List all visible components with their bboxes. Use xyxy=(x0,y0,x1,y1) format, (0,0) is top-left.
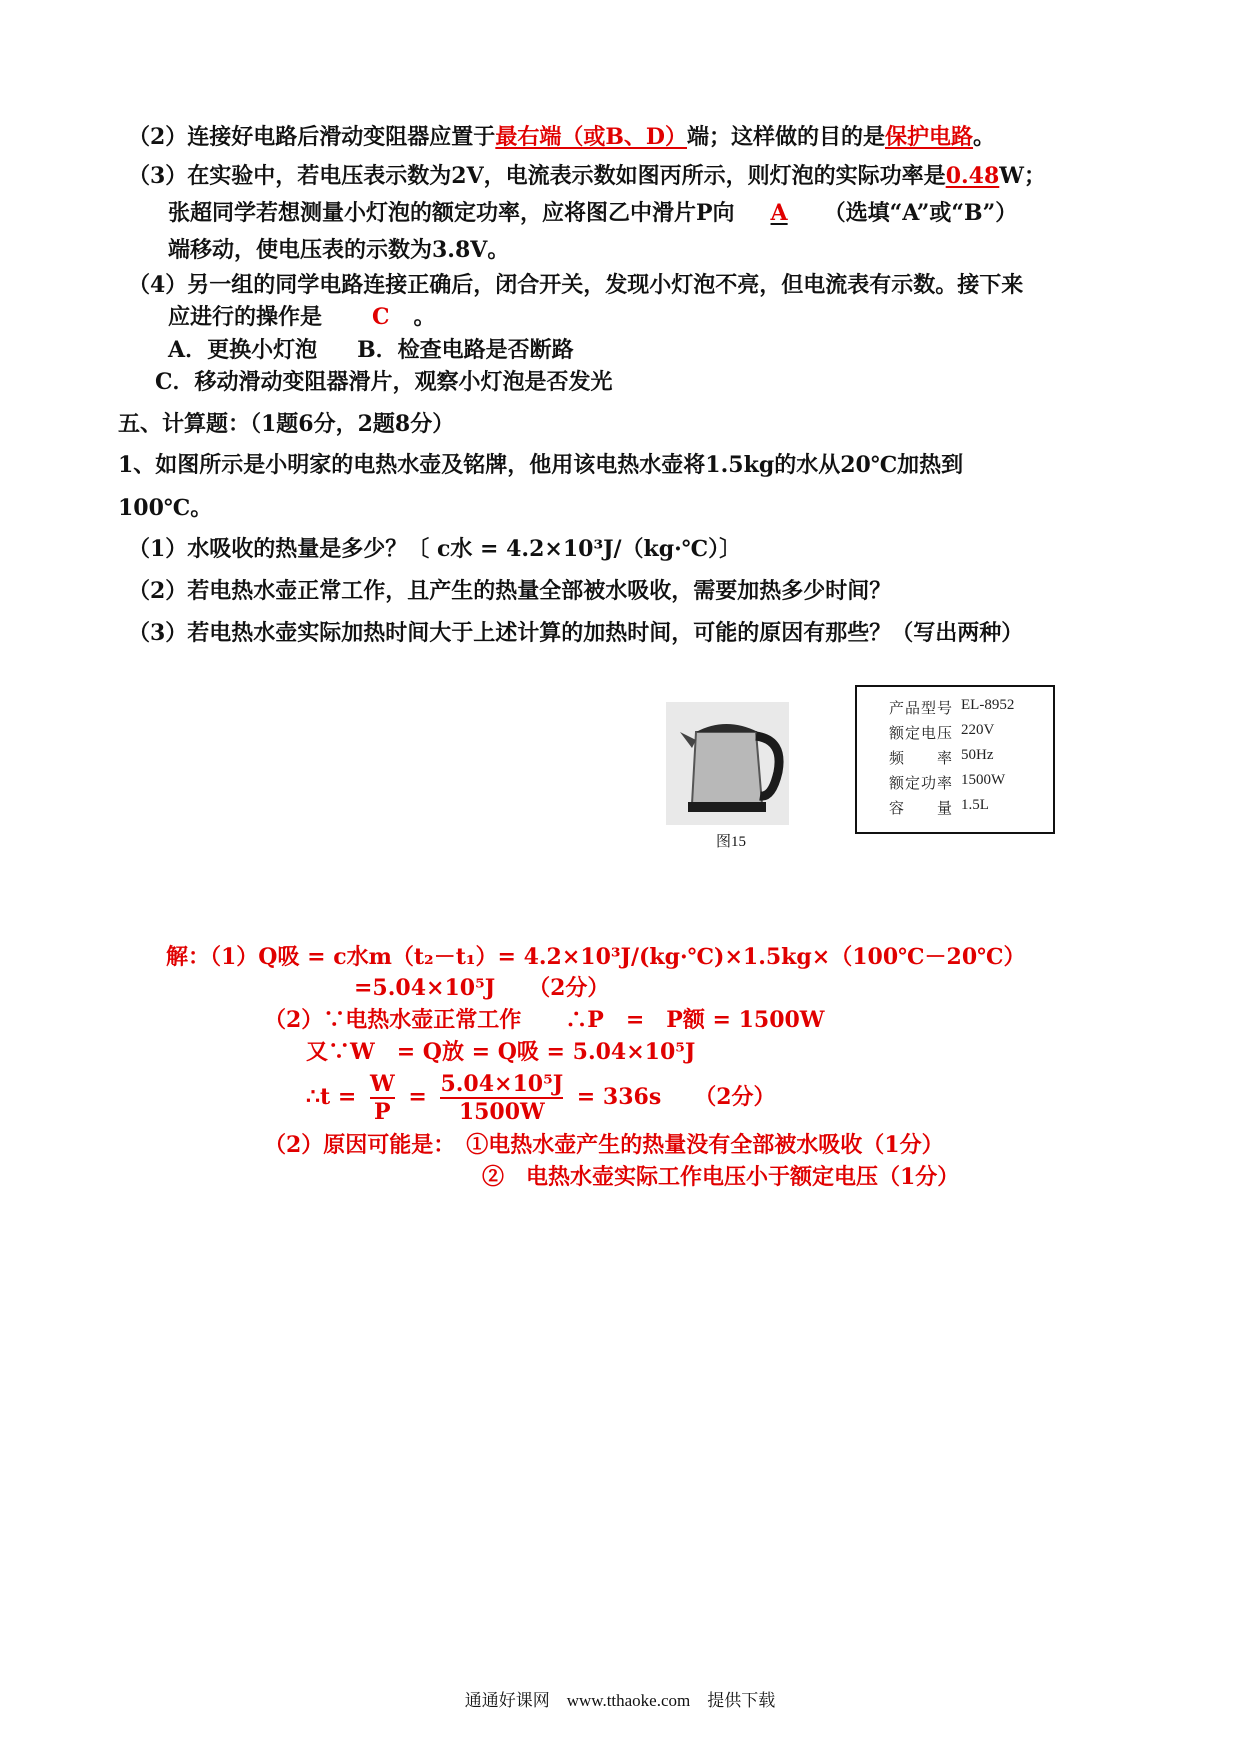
option-a: A．更换小灯泡 xyxy=(168,337,318,363)
question-4-line-1: （4）另一组的同学电路连接正确后，闭合开关，发现小灯泡不亮，但电流表有示数。接下来 xyxy=(128,272,1024,298)
sub-question-2: （2）若电热水壶正常工作，且产生的热量全部被水吸收，需要加热多少时间？ xyxy=(128,578,892,604)
solution-line-3: （2）∵电热水壶正常工作 ∴P = P额 = 1500W xyxy=(264,1007,825,1033)
answer-blank: 保护电路 xyxy=(885,124,974,150)
question-3-line-1: （3）在实验中，若电压表示数为2V，电流表示数如图丙所示，则灯泡的实际功率是0.48W； xyxy=(128,163,1046,189)
sub-question-1: （1）水吸收的热量是多少？〔 c水 = 4.2×10³J/（kg·℃）〕 xyxy=(128,536,742,562)
spec-row: 容 量 1.5L xyxy=(888,797,989,817)
question-3-line-3: 端移动，使电压表的示数为3.8V。 xyxy=(168,237,510,263)
solution-line-6: （2）原因可能是： ①电热水壶产生的热量没有全部被水吸收（1分） xyxy=(264,1132,944,1158)
question-4-line-2: 应进行的操作是 C 。 xyxy=(168,304,436,330)
option-c: C．移动滑动变阻器滑片，观察小灯泡是否发光 xyxy=(155,369,613,395)
solution-line-1: 解：（1）Q吸 = c水m（t₂－t₁）= 4.2×10³J/(kg·℃)×1.5kg×（100℃－20℃） xyxy=(166,944,1026,970)
spec-row: 额定电压 220V xyxy=(888,722,995,742)
problem-1-line-1: 1、如图所示是小明家的电热水壶及铭牌，他用该电热水壶将1.5kg的水从20℃加热到 xyxy=(118,452,964,478)
spec-row: 产品型号 EL-8952 xyxy=(888,697,1015,717)
sub-question-3: （3）若电热水壶实际加热时间大于上述计算的加热时间，可能的原因有那些？（写出两种） xyxy=(128,620,1024,646)
problem-1-line-2: 100℃。 xyxy=(118,495,213,521)
spec-row: 频 率 50Hz xyxy=(888,747,994,767)
solution-line-5: ∴t = $\frac{W}{P}$ = $\frac{\text{5.04×10⁵J}}{1500W}$ = 336s （2分） xyxy=(306,1071,776,1125)
answer-blank: 0.48 xyxy=(945,163,1000,189)
solution-line-2: =5.04×10⁵J （2分） xyxy=(354,975,610,1001)
solution-line-4: 又∵W = Q放 = Q吸 = 5.04×10⁵J xyxy=(306,1039,696,1065)
section-title: 五、计算题：（1题6分，2题8分） xyxy=(118,411,455,437)
figure-caption: 图15 xyxy=(716,834,747,850)
nameplate-table xyxy=(855,685,1055,834)
spec-row: 额定功率 1500W xyxy=(888,772,1006,792)
question-2-line: （2）连接好电路后滑动变阻器应置于最右端（或B、D）端；这样做的目的是保护电路。 xyxy=(128,124,996,150)
option-b: B．检查电路是否断路 xyxy=(357,337,574,363)
fraction-energy-over-power: $\frac{\text{5.04×10⁵J}}{1500W}$ xyxy=(440,1071,564,1125)
option-row-ab xyxy=(168,335,574,365)
solution-line-7: ② 电热水壶实际工作电压小于额定电压（1分） xyxy=(482,1164,960,1190)
page-footer: 通通好课网 www.tthaoke.com 提供下载 xyxy=(464,1691,776,1710)
answer-blank: C xyxy=(372,304,390,330)
kettle-image xyxy=(666,702,789,825)
answer-blank: 最右端（或B、D） xyxy=(495,124,687,150)
fraction-w-over-p: $\frac{W}{P}$ xyxy=(369,1071,395,1125)
kettle-icon xyxy=(666,702,789,825)
question-3-line-2: 张超同学若想测量小灯泡的额定功率，应将图乙中滑片P向 A （选填“A”或“B”） xyxy=(168,200,1018,226)
answer-blank: A xyxy=(770,200,788,226)
